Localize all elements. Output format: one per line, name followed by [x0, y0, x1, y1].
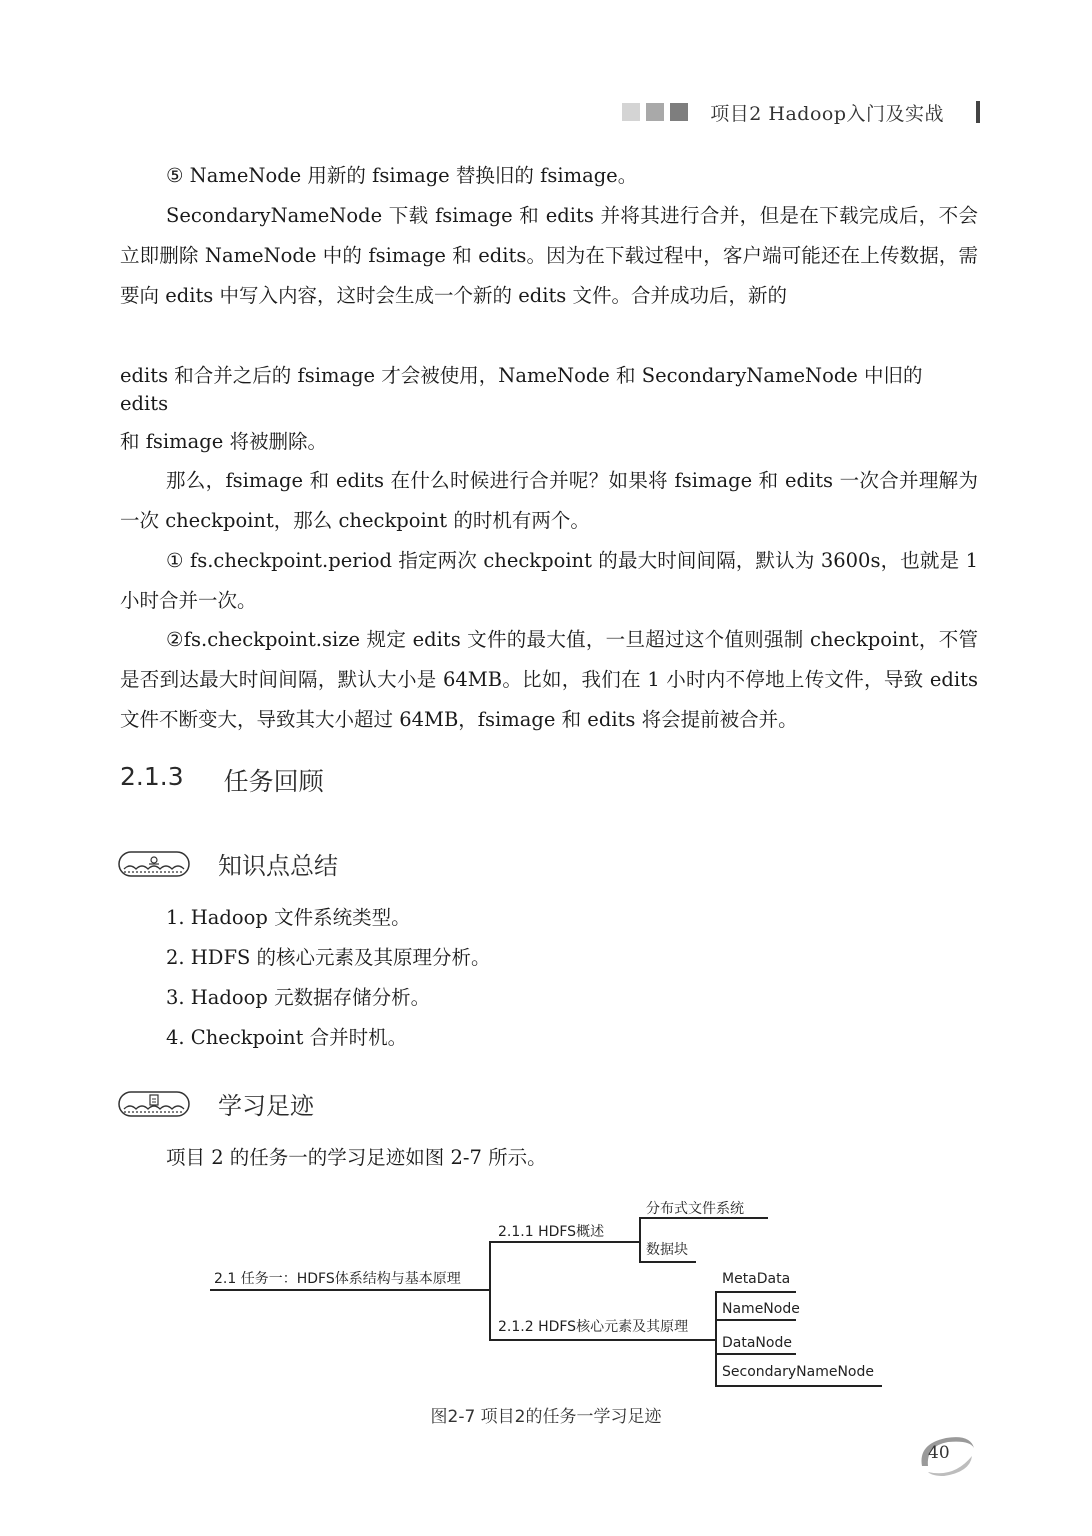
mindmap-b1-child: 数据块: [646, 1242, 688, 1258]
mindmap-root: 2.1 任务一：HDFS体系结构与基本原理: [214, 1271, 461, 1287]
paragraph-line: 和 fsimage 将被删除。: [120, 430, 327, 453]
paragraph-checkpoint-size: ②fs.checkpoint.size 规定 edits 文件的最大值，一旦超过这个值则强制 checkpoint，不管是否到达最大时间间隔，默认大小是 64MB。比如，我们在 1 小时内不停地上传文件，导致 edits 文件不断变大，导致其大小超过 64MB，fsimage 和 edits 将会提前被合并。: [120, 628, 978, 731]
paragraph-line: edits: [120, 392, 169, 415]
section-title: 任务回顾: [223, 767, 324, 796]
paragraph-step5: ⑤ NameNode 用新的 fsimage 替换旧的 fsimage。: [166, 164, 638, 187]
knowledge-heading: [118, 846, 338, 881]
figure-caption: 图2-7 项目2的任务一学习足迹: [430, 1407, 662, 1427]
paragraph-merge-timing: 那么，fsimage 和 edits 在什么时候进行合并呢？如果将 fsimage 和 edits 一次合并理解为一次 checkpoint，那么 checkpoint 的时机有两个。: [120, 469, 978, 532]
header-square: [622, 103, 640, 121]
list-item: 4. Checkpoint 合并时机。: [166, 1026, 408, 1049]
branch1-connector: [490, 1242, 640, 1290]
footprint-heading: [118, 1086, 314, 1121]
page-number: 40: [928, 1443, 950, 1463]
mindmap-branch1: 2.1.1 HDFS概述: [498, 1224, 605, 1240]
mindmap-branch2: 2.1.2 HDFS核心元素及其原理: [498, 1319, 689, 1335]
mindmap-b1-child: 分布式文件系统: [646, 1201, 744, 1217]
section-number: 2.1.3: [120, 762, 184, 791]
paragraph-checkpoint-period: ① fs.checkpoint.period 指定两次 checkpoint 的最大时间间隔，默认为 3600s，也就是 1 小时合并一次。: [120, 549, 978, 612]
list-item: 3. Hadoop 元数据存储分析。: [166, 986, 431, 1009]
header-decoration: [622, 103, 688, 121]
header-square: [646, 103, 664, 121]
list-item: 2. HDFS 的核心元素及其原理分析。: [166, 946, 491, 969]
footprint-badge-icon: [118, 1091, 190, 1117]
b1-child-connector: [640, 1218, 768, 1242]
knowledge-badge-icon: [118, 851, 190, 877]
mindmap-b2-child: DataNode: [722, 1335, 792, 1351]
footprint-title: 学习足迹: [218, 1092, 314, 1120]
knowledge-title: 知识点总结: [218, 852, 338, 880]
footprint-intro: 项目 2 的任务一的学习足迹如图 2-7 所示。: [166, 1146, 547, 1169]
mindmap-b2-child: MetaData: [722, 1271, 791, 1287]
mindmap-b2-child: SecondaryNameNode: [722, 1364, 874, 1380]
header-bar: [976, 101, 980, 123]
mindmap-b2-child: NameNode: [722, 1301, 800, 1317]
knowledge-list: [166, 898, 491, 1058]
paragraph-secondary-namenode: SecondaryNameNode 下载 fsimage 和 edits 并将其进行合并，但是在下载完成后，不会立即删除 NameNode 中的 fsimage 和 edits。因为在下载过程中，客户端可能还在上传数据，需要向 edits 中写入内容，这时会生成一个新的 edits 文件。合并成功后，新的: [120, 204, 978, 307]
section-heading: [120, 762, 324, 798]
header-square: [670, 103, 688, 121]
running-header: [622, 98, 980, 126]
mindmap-diagram: [200, 1196, 900, 1396]
list-item: 1. Hadoop 文件系统类型。: [166, 906, 411, 929]
header-title: 项目2 Hadoop入门及实战: [710, 102, 944, 125]
paragraph-line: edits 和合并之后的 fsimage 才会被使用，NameNode 和 SecondaryNameNode 中旧的: [120, 364, 923, 387]
